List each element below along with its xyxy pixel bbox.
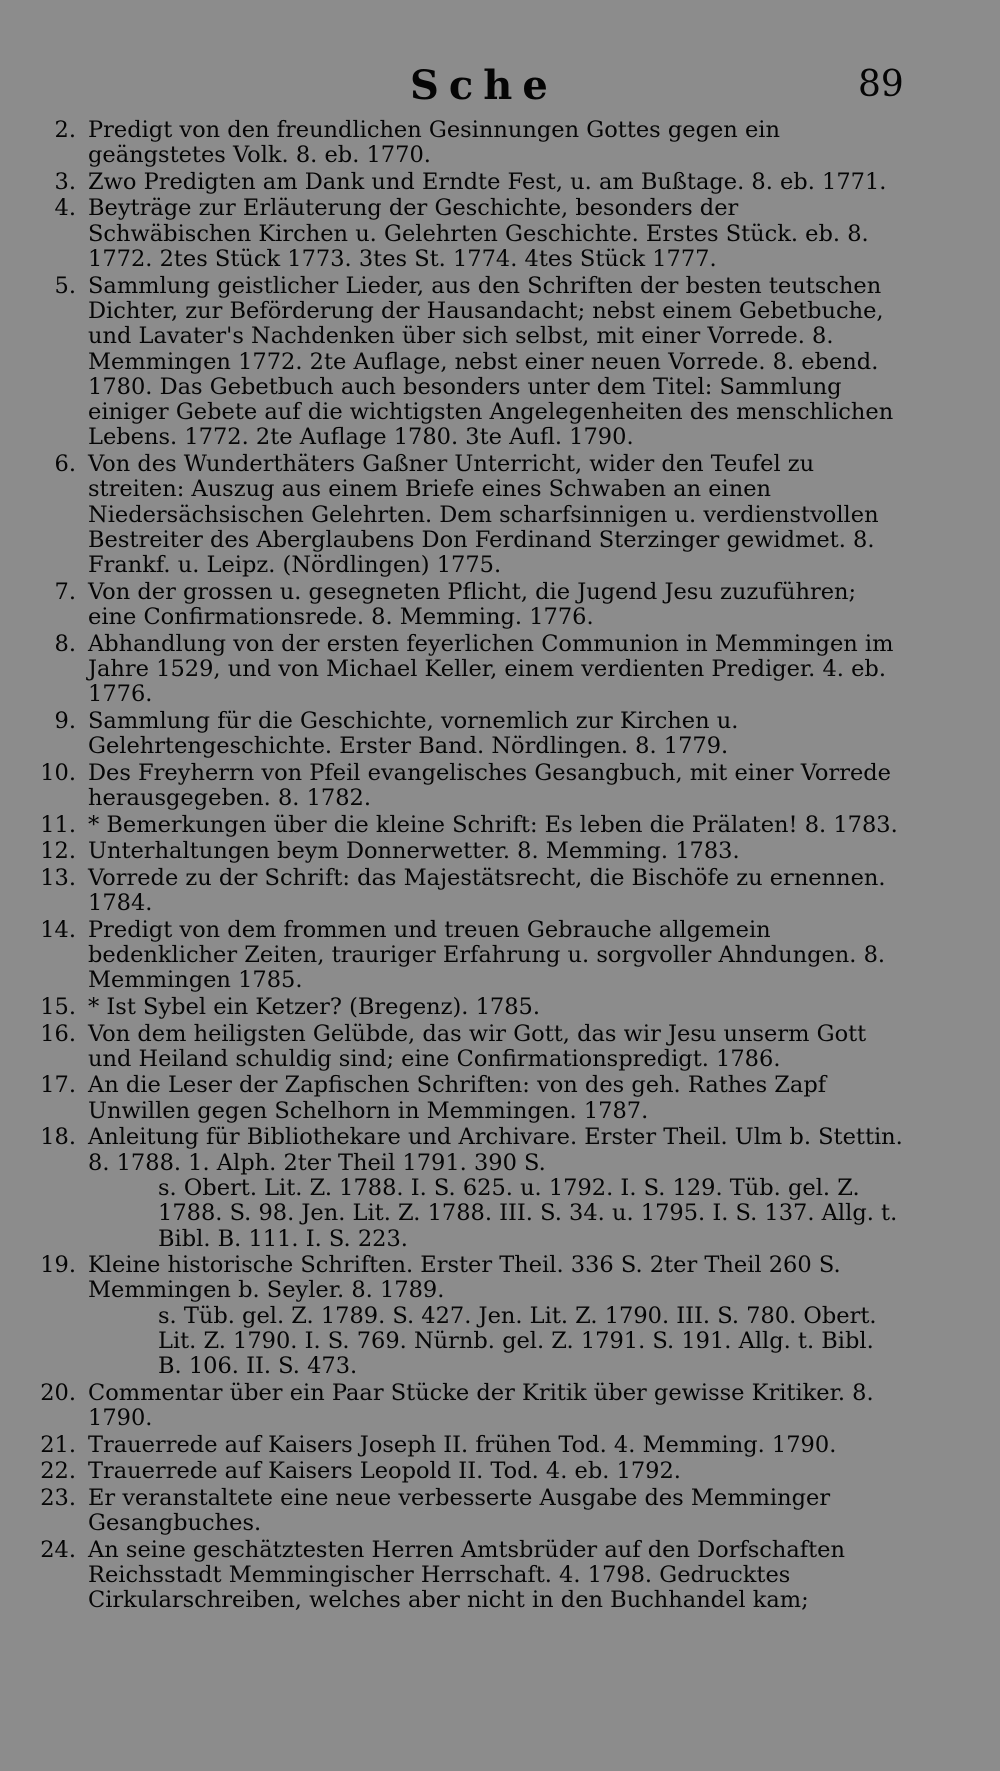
entry-text: Unterhaltungen beym Donnerwetter. 8. Memming. 1783. — [88, 838, 740, 865]
bibliography-entry — [0, 632, 1000, 708]
entry-text: Von der grossen u. gesegneten Pflicht, die Jugend Jesu zuzuführen; eine Confirmationsrede. 8. Memming. 1776. — [88, 578, 857, 631]
entry-number: 17. — [40, 1072, 76, 1099]
entry-number: 9. — [54, 707, 76, 734]
entry-text: Sammlung geistlicher Lieder, aus den Schriften der besten teutschen Dichter, zur Beförderung der Hausandacht; nebst einem Gebetbuche, und Lavater's Nachdenken über sich selbst, mit einer Vorrede. 8. Memmingen 1772. 2te Auflage, nebst einer neuen Vorrede. 8. ebend. 1780. Das Gebetbuch auch besonders unter dem Titel: Sammlung einiger Gebete auf die wichtigsten Angelegenheiten des menschlichen Lebens. 1772. 2te Auflage 1780. 3te Aufl. 1790. — [88, 272, 894, 451]
entry-text: Von des Wunderthäters Gaßner Unterricht, wider den Teufel zu streiten: Auszug aus einem Briefe eines Schwaben an einen Niedersächsischen Gelehrten. Dem scharfsinnigen u. verdienstvollen Bestreiter des Aberglaubens Don Ferdinand Sterzinger gewidmet. 8. Frankf. u. Leipz. (Nördlingen) 1775. — [88, 451, 879, 579]
entry-number: 8. — [54, 630, 76, 657]
bibliography-entry — [0, 1538, 1000, 1614]
entry-text: Trauerrede auf Kaisers Joseph II. frühen Tod. 4. Memming. 1790. — [88, 1431, 837, 1458]
bibliography-entry — [0, 709, 1000, 760]
bibliography-entry — [0, 1433, 1000, 1458]
page-number: 89 — [858, 64, 904, 105]
bibliography-entry — [0, 1073, 1000, 1124]
bibliography-entry — [0, 452, 1000, 578]
bibliography-entry — [0, 839, 1000, 864]
entry-text: * Ist Sybel ein Ketzer? (Bregenz). 1785. — [88, 993, 541, 1020]
entry-text: Sammlung für die Geschichte, vornemlich zur Kirchen u. Gelehrtengeschichte. Erster Band. Nördlingen. 8. 1779. — [88, 707, 739, 760]
entry-number: 5. — [54, 272, 76, 299]
bibliography-entry — [0, 866, 1000, 917]
entry-number: 24. — [40, 1536, 76, 1563]
entry-number: 3. — [54, 168, 76, 195]
entry-text: Commentar über ein Paar Stücke der Kritik über gewisse Kritiker. 8. 1790. — [88, 1379, 874, 1432]
entry-number: 12. — [40, 838, 76, 865]
entry-text: Anleitung für Bibliothekare und Archivare. Erster Theil. Ulm b. Stettin. 8. 1788. 1. Alph. 2ter Theil 1791. 390 S. — [88, 1124, 903, 1176]
bibliography-entry — [0, 1253, 1000, 1379]
entry-number: 7. — [54, 578, 76, 605]
review-references — [122, 1176, 904, 1252]
bibliography-entry — [0, 1381, 1000, 1432]
entry-number: 22. — [40, 1458, 76, 1485]
bibliography-entry — [0, 1125, 1000, 1251]
page-header — [0, 62, 1000, 112]
entry-number: 20. — [40, 1379, 76, 1406]
entry-number: 10. — [40, 759, 76, 786]
bibliography-entry — [0, 1022, 1000, 1073]
entry-number: 16. — [40, 1020, 76, 1047]
entry-text: Predigt von den freundlichen Gesinnungen Gottes gegen ein geängstetes Volk. 8. eb. 1770. — [88, 117, 780, 169]
bibliography-entry — [0, 580, 1000, 631]
entry-text: Predigt von dem frommen und treuen Gebrauche allgemein bedenklicher Zeiten, trauriger Erfahrung u. sorgvoller Ahndungen. 8. Memmingen 1785. — [88, 916, 886, 994]
bibliography-entry — [0, 1486, 1000, 1537]
bibliography-entry — [0, 1459, 1000, 1484]
entry-number: 11. — [40, 811, 76, 838]
entry-number: 21. — [40, 1431, 76, 1458]
entry-text: Er veranstaltete eine neue verbesserte Ausgabe des Memminger Gesangbuches. — [88, 1484, 831, 1537]
entry-number: 23. — [40, 1484, 76, 1511]
entry-text: An die Leser der Zapfischen Schriften: von des geh. Rathes Zapf Unwillen gegen Schelhorn in Memmingen. 1787. — [88, 1072, 827, 1124]
entry-text: Trauerrede auf Kaisers Leopold II. Tod. 4. eb. 1792. — [88, 1458, 681, 1485]
entry-number: 4. — [54, 195, 76, 222]
entry-text: Des Freyherrn von Pfeil evangelisches Gesangbuch, mit einer Vorrede herausgegeben. 8. 1782. — [88, 759, 891, 812]
entry-text: Von dem heiligsten Gelübde, das wir Gott, das wir Jesu unserm Gott und Heiland schuldig sind; eine Confirmationspredigt. 1786. — [88, 1020, 867, 1072]
bibliography-entry — [0, 118, 1000, 169]
bibliography-entry — [0, 995, 1000, 1020]
entry-text: Zwo Predigten am Dank und Erndte Fest, u. am Bußtage. 8. eb. 1771. — [88, 168, 887, 195]
review-references — [122, 1304, 904, 1380]
entry-number: 15. — [40, 993, 76, 1020]
bibliography-entry — [0, 170, 1000, 195]
entry-text: Kleine historische Schriften. Erster Theil. 336 S. 2ter Theil 260 S. Memmingen b. Seyler. 8. 1789. — [88, 1252, 841, 1304]
running-head: Sche — [410, 62, 558, 109]
entry-text: Beyträge zur Erläuterung der Geschichte, besonders der Schwäbischen Kirchen u. Gelehrten Geschichte. Erstes Stück. eb. 8. 1772. 2tes Stück 1773. 3tes St. 1774. 4tes Stück 1777. — [88, 195, 869, 273]
entry-number: 13. — [40, 864, 76, 891]
entry-text: An seine geschätztesten Herren Amtsbrüder auf den Dorfschaften Reichsstadt Memmingischer Herrschaft. 4. 1798. Gedrucktes Cirkularschreiben, welches aber nicht in den Buchhandel kam; — [88, 1536, 845, 1614]
entry-number: 14. — [40, 916, 76, 943]
entry-number: 19. — [40, 1252, 76, 1279]
entry-number: 2. — [54, 117, 76, 143]
entry-number: 18. — [40, 1124, 76, 1151]
entry-text: Vorrede zu der Schrift: das Majestätsrecht, die Bischöfe zu ernennen. 1784. — [88, 864, 886, 917]
bibliography-entry — [0, 813, 1000, 838]
bibliography-entry — [0, 761, 1000, 812]
bibliography-entry — [0, 918, 1000, 994]
bibliography-entry — [0, 196, 1000, 272]
review-reference: s. Tüb. gel. Z. 1789. S. 427. Jen. Lit. Z. 1790. III. S. 780. Obert. Lit. Z. 1790. I. S. 769. Nürnb. gel. Z. 1791. S. 191. Allg. t. Bibl. B. 106. II. S. 473. — [158, 1302, 877, 1380]
review-reference: s. Obert. Lit. Z. 1788. I. S. 625. u. 1792. I. S. 129. Tüb. gel. Z. 1788. S. 98. Jen. Lit. Z. 1788. III. S. 34. u. 1795. I. S. 137. Allg. t. Bibl. B. 111. I. S. 223. — [158, 1174, 898, 1252]
bibliography-list — [0, 118, 1000, 1615]
entry-text: Abhandlung von der ersten feyerlichen Communion in Memmingen im Jahre 1529, und von Michael Keller, einem verdienten Prediger. 4. eb. 1776. — [88, 630, 894, 708]
entry-number: 6. — [54, 451, 76, 478]
entry-text: * Bemerkungen über die kleine Schrift: Es leben die Prälaten! 8. 1783. — [88, 811, 898, 838]
bibliography-entry — [0, 274, 1000, 451]
